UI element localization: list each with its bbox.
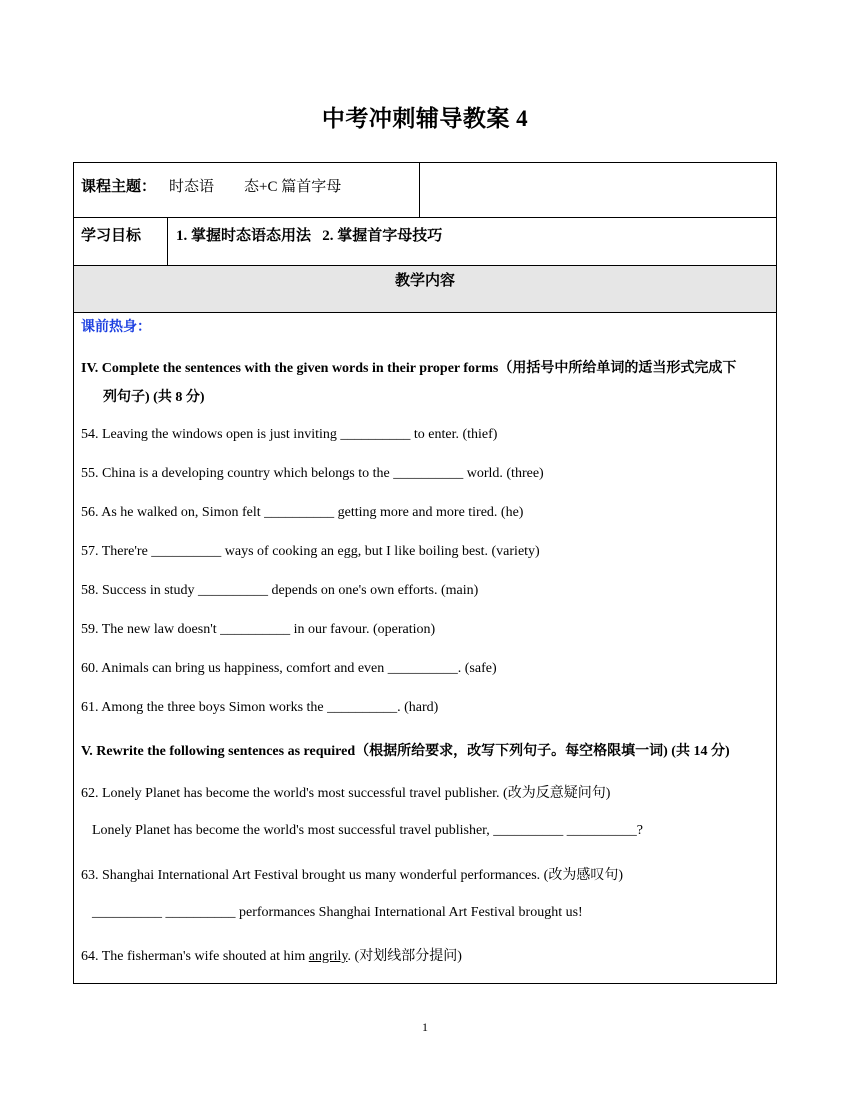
goal-row bbox=[74, 218, 776, 266]
question-59: 59. The new law doesn't __________ in our favour. (operation) bbox=[81, 622, 436, 637]
lesson-plan-table bbox=[73, 162, 777, 984]
question-64-instruction: . (对划线部分提问) bbox=[347, 949, 462, 964]
section5-heading: V. Rewrite the following sentences as required（根据所给要求，改写下列句子。每空格限填一词) (共 14 分) bbox=[81, 744, 730, 759]
document-title: 中考冲刺辅导教案 4 bbox=[321, 106, 529, 131]
question-63: 63. Shanghai International Art Festival brought us many wonderful performances. (改为感叹句) bbox=[81, 868, 623, 883]
topic-value: 时态语 态+C 篇首字母 bbox=[169, 179, 342, 195]
question-62: 62. Lonely Planet has become the world's most successful travel publisher. (改为反意疑问句) bbox=[81, 786, 611, 801]
warmup-label: 课前热身： bbox=[81, 320, 151, 335]
question-54: 54. Leaving the windows open is just inviting __________ to enter. (thief) bbox=[81, 427, 498, 442]
section4-heading-continued: 列句子) (共 8 分) bbox=[103, 390, 205, 405]
column-divider bbox=[419, 163, 420, 217]
question-58: 58. Success in study __________ depends on one's own efforts. (main) bbox=[81, 583, 479, 598]
question-57: 57. There're __________ ways of cooking an egg, but I like boiling best. (variety) bbox=[81, 544, 540, 559]
question-62-answer: Lonely Planet has become the world's most successful travel publisher, __________ __________? bbox=[92, 823, 643, 838]
question-64 bbox=[81, 945, 462, 965]
goal-label: 学习目标 bbox=[81, 228, 142, 244]
question-64-text: 64. The fisherman's wife shouted at him bbox=[81, 949, 309, 964]
content-header: 教学内容 bbox=[394, 273, 455, 289]
content-header-row bbox=[74, 266, 776, 313]
goal-value: 1. 掌握时态语态用法 2. 掌握首字母技巧 bbox=[176, 228, 443, 244]
question-63-answer: __________ __________ performances Shanghai International Art Festival brought us! bbox=[92, 905, 583, 920]
topic-row bbox=[74, 163, 776, 218]
question-60: 60. Animals can bring us happiness, comfort and even __________. (safe) bbox=[81, 661, 497, 676]
section4-heading: IV. Complete the sentences with the given words in their proper forms（用括号中所给单词的适当形式完成下 bbox=[81, 361, 737, 376]
question-61: 61. Among the three boys Simon works the __________. (hard) bbox=[81, 700, 439, 715]
column-divider bbox=[167, 218, 168, 265]
question-64-underlined: angrily bbox=[308, 949, 348, 964]
question-55: 55. China is a developing country which belongs to the __________ world. (three) bbox=[81, 466, 544, 481]
topic-label: 课程主题： bbox=[81, 179, 157, 195]
question-56: 56. As he walked on, Simon felt __________ getting more and more tired. (he) bbox=[81, 505, 524, 520]
page-number: 1 bbox=[422, 1020, 428, 1034]
